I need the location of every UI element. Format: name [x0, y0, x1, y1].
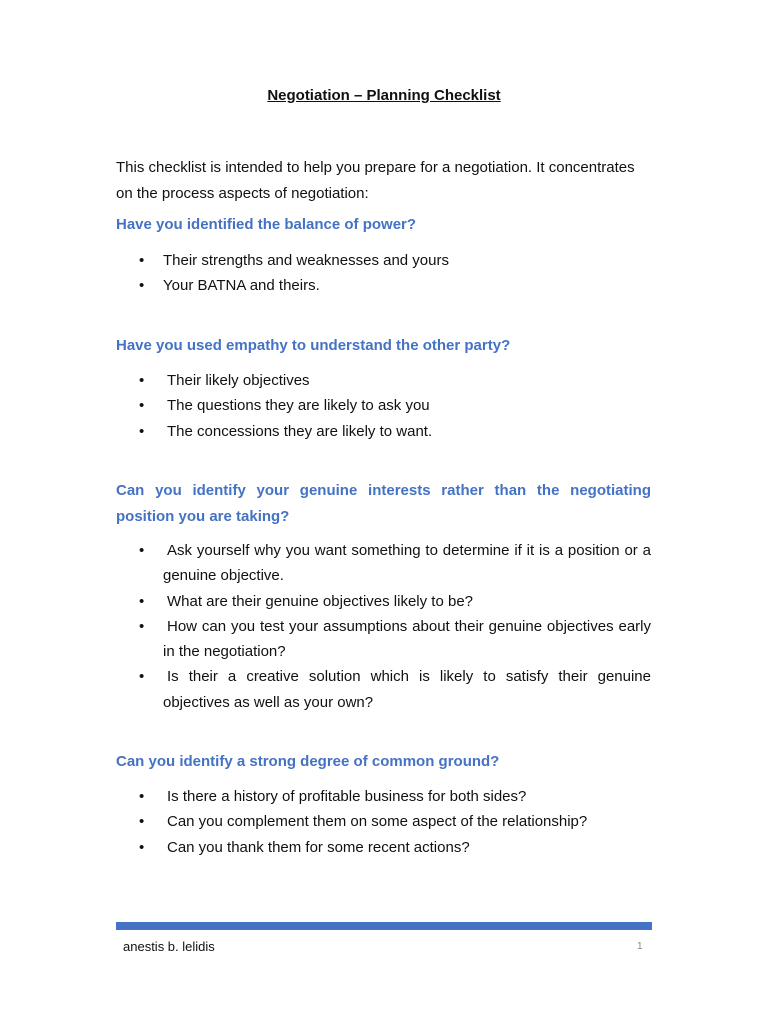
- bullet: •: [139, 668, 145, 686]
- section-heading-genuine-interests: Can you identify your genuine interests rather than the negotiating position you are taking?: [116, 482, 651, 525]
- list-item: • Can you thank them for some recent actions?: [116, 835, 651, 860]
- page-title: Negotiation – Planning Checklist: [267, 87, 501, 104]
- list-item: • Can you complement them on some aspect of the relationship?: [116, 809, 651, 834]
- genuine-interests-list: [116, 538, 651, 715]
- balance-of-power-list: [116, 248, 651, 299]
- bullet: •: [139, 372, 145, 389]
- list-item: • Ask yourself why you want something to determine if it is a position or a genuine objective.: [116, 538, 651, 589]
- page-number: 1: [637, 941, 643, 952]
- empathy-list: [116, 368, 651, 444]
- list-item: • Your BATNA and theirs.: [116, 273, 651, 298]
- bullet: •: [139, 277, 145, 295]
- section-heading-common-ground: Can you identify a strong degree of common ground?: [116, 753, 500, 770]
- section-heading-balance-of-power: Have you identified the balance of power?: [116, 216, 417, 233]
- list-item: • Their likely objectives: [116, 368, 651, 393]
- bullet: •: [139, 788, 145, 805]
- list-item: • How can you test your assumptions about their genuine objectives early in the negotiation?: [116, 614, 651, 665]
- footer-author: anestis b. lelidis: [123, 939, 215, 954]
- bullet: •: [139, 422, 145, 440]
- bullet: •: [139, 252, 145, 269]
- bullet: •: [139, 617, 145, 635]
- bullet: •: [139, 838, 145, 856]
- common-ground-list: [116, 784, 651, 860]
- list-item: • The questions they are likely to ask you: [116, 393, 651, 418]
- list-item: • Is there a history of profitable business for both sides?: [116, 784, 651, 809]
- bullet: •: [139, 592, 145, 610]
- list-item: • Their strengths and weaknesses and yours: [116, 248, 651, 273]
- list-item: • What are their genuine objectives likely to be?: [116, 589, 651, 614]
- list-item: • Is their a creative solution which is likely to satisfy their genuine objectives as well as your own?: [116, 664, 651, 715]
- bullet: •: [139, 542, 145, 559]
- footer-accent-bar: [116, 922, 652, 930]
- intro-paragraph: This checklist is intended to help you prepare for a negotiation. It concentrates on the process aspects of negotiation:: [116, 159, 635, 202]
- bullet: •: [139, 813, 145, 831]
- bullet: •: [139, 397, 145, 415]
- section-heading-empathy: Have you used empathy to understand the other party?: [116, 337, 511, 354]
- list-item: • The concessions they are likely to want.: [116, 419, 651, 444]
